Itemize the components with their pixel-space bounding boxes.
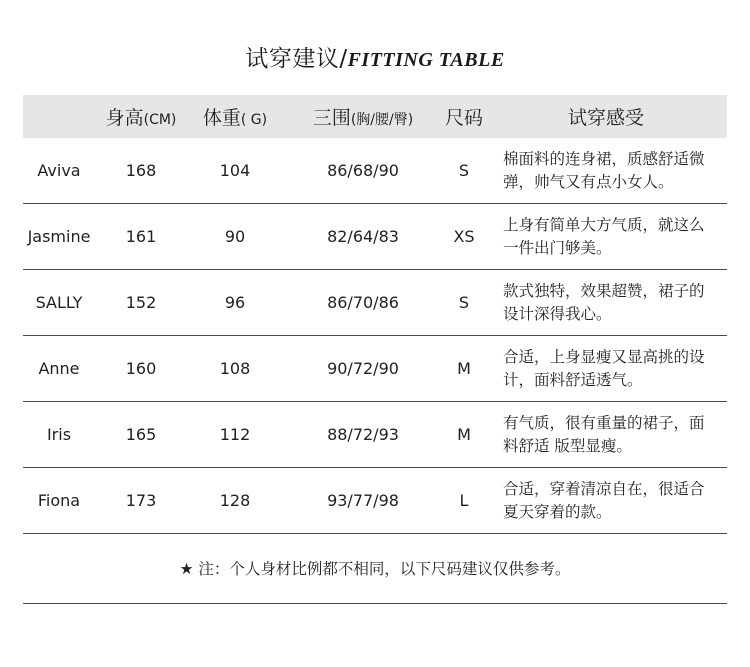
cell-measurements: 82/64/83 <box>327 227 399 246</box>
header-feel: 试穿感受 <box>567 107 644 129</box>
cell-measurements: 88/72/93 <box>327 425 399 444</box>
cell-size: S <box>458 293 470 312</box>
cell-measurements: 90/72/90 <box>327 359 399 378</box>
table-row <box>23 270 727 336</box>
cell-size: M <box>457 425 471 444</box>
cell-measurements: 86/70/86 <box>327 293 399 312</box>
cell-feel: 合适，上身显瘦又显高挑的设计，面料舒适透气。 <box>503 347 705 389</box>
page-title <box>0 40 750 73</box>
cell-weight: 108 <box>219 359 251 378</box>
header-height-unit: (CM) <box>143 112 177 128</box>
header-weight-unit: ( G) <box>240 112 268 128</box>
title-english: FITTING TABLE <box>347 49 505 71</box>
cell-feel: 有气质，很有重量的裙子，面料舒适 版型显瘦。 <box>503 413 705 455</box>
cell-name: Fiona <box>37 491 81 510</box>
header-measurements-label: 三围 <box>312 107 351 129</box>
cell-feel: 款式独特，效果超赞，裙子的设计深得我心。 <box>503 281 705 323</box>
cell-name: Anne <box>38 359 80 378</box>
cell-measurements: 93/77/98 <box>327 491 399 510</box>
table-row <box>23 138 727 204</box>
header-measurements-unit: (胸/腰/臀) <box>350 112 414 128</box>
title-chinese: 试穿建议/ <box>245 46 348 72</box>
header-weight-label: 体重 <box>202 107 241 129</box>
header-height-label: 身高 <box>105 107 144 129</box>
header-size: 尺码 <box>444 107 483 129</box>
cell-name: Jasmine <box>27 227 91 246</box>
cell-name: Iris <box>46 425 72 444</box>
cell-weight: 128 <box>219 491 251 510</box>
cell-weight: 112 <box>219 425 251 444</box>
cell-weight: 104 <box>219 161 251 180</box>
cell-height: 168 <box>125 161 157 180</box>
header-measurements <box>283 103 443 130</box>
table-header-row <box>23 95 727 138</box>
header-weight <box>187 103 283 130</box>
table-row <box>23 468 727 534</box>
cell-feel: 上身有简单大方气质，就这么一件出门够美。 <box>503 215 705 257</box>
cell-height: 165 <box>125 425 157 444</box>
table-row <box>23 402 727 468</box>
cell-size: L <box>459 491 469 510</box>
cell-size: S <box>458 161 470 180</box>
cell-name: Aviva <box>37 161 81 180</box>
cell-measurements: 86/68/90 <box>327 161 399 180</box>
cell-weight: 90 <box>224 227 246 246</box>
cell-height: 161 <box>125 227 157 246</box>
cell-height: 160 <box>125 359 157 378</box>
cell-feel: 合适，穿着清凉自在，很适合夏天穿着的款。 <box>503 479 705 521</box>
table-row <box>23 336 727 402</box>
cell-feel: 棉面料的连身裙，质感舒适微弹，帅气又有点小女人。 <box>503 149 705 191</box>
cell-weight: 96 <box>224 293 246 312</box>
cell-height: 152 <box>125 293 157 312</box>
fitting-table <box>23 95 727 534</box>
cell-height: 173 <box>125 491 157 510</box>
header-height <box>95 103 187 130</box>
table-row <box>23 204 727 270</box>
cell-size: XS <box>453 227 475 246</box>
size-note: ★ 注：个人身材比例都不相同，以下尺码建议仅供参考。 <box>23 533 727 604</box>
cell-name: SALLY <box>35 293 83 312</box>
cell-size: M <box>457 359 471 378</box>
